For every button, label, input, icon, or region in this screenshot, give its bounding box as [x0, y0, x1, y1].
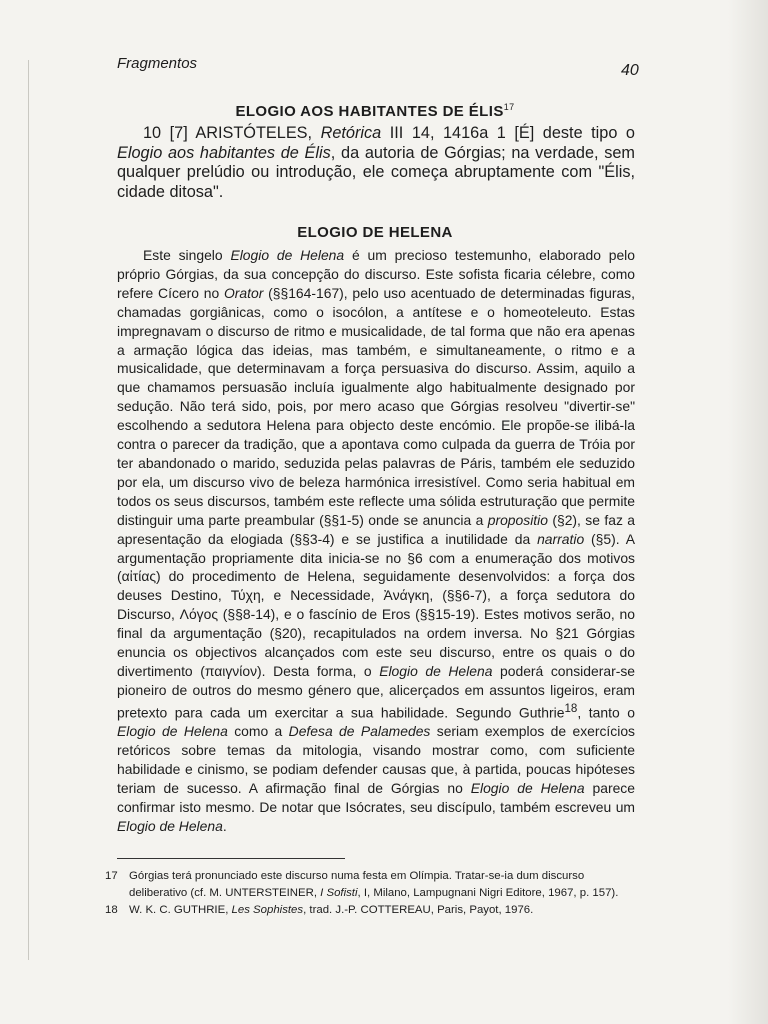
text-run-italic: Elogio de Helena	[117, 723, 228, 740]
text-run-italic: Elogio aos habitantes de Élis	[117, 143, 331, 162]
scan-shadow-edge	[728, 0, 768, 1024]
text-run: , I, Milano, Lampugnani Nigri Editore, 1967, p. 157).	[357, 886, 619, 899]
footnote-number: 17	[105, 870, 118, 882]
text-run: poderá considerar-se pioneiro de outros do mesmo género que, alicerçados em assuntos ligeiros, eram pretexto para cada um exercitar a sua habilidade. Segundo Guthrie	[117, 662, 635, 721]
running-title: Fragmentos	[117, 55, 198, 72]
section-title-elis-text: ELOGIO AOS HABITANTES DE ÉLIS	[235, 103, 504, 120]
text-run: Górgias terá pronunciado este discurso numa festa em Olímpia. Tratar-se-ia dum discurso deliberativo (cf. M. UNTERSTEINER,	[129, 870, 585, 899]
text-run: 10 [7] ARISTÓTELES,	[143, 124, 321, 142]
text-run: Este singelo	[143, 247, 231, 263]
text-run: parece confirmar isto mesmo. De notar que Isócrates, seu discípulo, também escreveu um	[117, 780, 635, 815]
footnote-text	[129, 902, 635, 919]
text-run: III 14, 1416a 1 [É] deste tipo o	[381, 124, 635, 142]
text-run-italic: narratio	[537, 530, 585, 547]
text-run: , da autoria de Górgias; na verdade, sem qualquer prelúdio ou introdução, ele começa abruptamente com "Élis, cidade ditosa".	[117, 143, 635, 201]
text-run: como a	[227, 723, 289, 740]
text-run: seriam exemplos de exercícios retóricos sobre temas da mitologia, visando mostrar como, com suficiente habilidade e cinismo, se podiam defender causas que, à partida, poucas hipóteses teriam de sucesso. A afirmação final de Górgias no	[117, 723, 635, 796]
text-run: (§2), se faz a apresentação da elogiada (§§3-4) e se justifica a inutilidade da	[117, 511, 635, 547]
footnote-ref-18: 18	[564, 702, 578, 715]
text-run-italic: Defesa de Palamedes	[288, 723, 431, 740]
section-title-elis	[117, 102, 633, 120]
footnote-17	[105, 868, 635, 901]
text-run-italic: Elogio de Helena	[230, 247, 345, 263]
text-run: (§5). A argumentação propriamente dita inicia-se no §6 com a enumeração dos motivos (αἰτίας) do procedimento de Helena, seguidamente desenvolvidos: a força dos deuses Destino, Τύχη, e Necessidade, Ἀνάγκη, (§§6-7), a força sedutora do Discurso, Λόγος (§§8-14), e o fascínio de Eros (§§15-19). Estes motivos serão, no final da argumentação (§20), recapitulados na ordem inversa. No §21 Górgias enuncia os objectivos alcançados com este seu discurso, entre os quais o do divertimento (παιγνίον). Desta forma, o	[117, 530, 635, 679]
text-run: .	[222, 817, 227, 834]
text-run: , tanto o	[577, 704, 635, 721]
text-run: é um precioso testemunho, elaborado pelo próprio Górgias, da sua concepção do discurso. Este sofista ficaria célebre, como refere Cícero no	[117, 247, 635, 301]
footnotes	[105, 868, 635, 920]
text-run: (§§164-167), pelo uso acentuado de determinadas figuras, chamadas gorgiânicas, como o isocólon, a antítese e o homeoteleuto. Estas impregnavam o discurso de ritmo e musicalidade, de tal forma que não era apenas a armação lógica das ideias, mas também, e simultaneamente, o ritmo e a musicalidade, que determinavam a força persuasiva do discurso. Assim, aquilo a que chamamos persuasão incluía igualmente algo habitualmente designado por sedução. Não terá sido, pois, por mero acaso que Górgias resolveu "divertir-se" escolhendo a sedutora Helena para objecto deste encómio. Ele propõe-se ilibá-la contra o parecer da tradição, que a apontava como culpada da guerra de Tróia por ter abandonado o marido, seduzida pelas palavras de Páris, também ele seduzido por ela, um discurso vivo de beleza harmónica irresistível. Como seria habitual em todos os seus discursos, também este reflecte uma sólida estruturação que permite distinguir uma parte preambular (§§1-5) onde se anuncia a	[117, 284, 635, 528]
text-run-italic: Elogio de Helena	[379, 662, 493, 679]
paragraph-elis	[117, 124, 635, 202]
paragraph-helena	[117, 246, 635, 836]
text-run-italic: Elogio de Helena	[470, 780, 585, 796]
text-run: W. K. C. GUTHRIE,	[129, 904, 232, 916]
text-run-italic: propositio	[487, 511, 548, 528]
text-run-italic: Orator	[223, 284, 264, 301]
text-run-italic: Les Sophistes	[231, 904, 304, 916]
footnote-ref-17: 17	[503, 102, 515, 112]
text-run-italic: Elogio de Helena	[117, 817, 223, 834]
text-run-italic: Retórica	[320, 124, 382, 142]
section-title-helena: ELOGIO DE HELENA	[297, 224, 453, 241]
text-run: , trad. J.-P. COTTEREAU, Paris, Payot, 1976.	[303, 904, 534, 916]
page-number: 40	[621, 62, 639, 79]
binding-line	[28, 60, 29, 960]
footnote-text	[129, 868, 635, 901]
text-run-italic: I Sofisti	[320, 886, 358, 899]
footnote-number: 18	[105, 904, 118, 916]
footnote-18	[105, 902, 635, 919]
footnote-separator	[117, 858, 345, 859]
